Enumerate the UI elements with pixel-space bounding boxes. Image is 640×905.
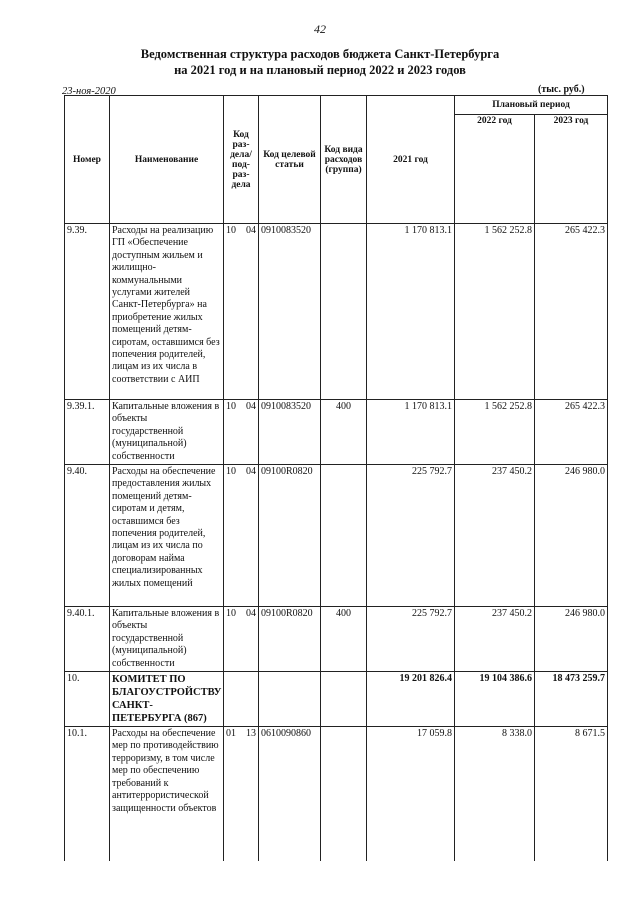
table-row [65, 672, 608, 727]
row-section-code [224, 224, 259, 400]
header-section-code: Код раз-дела/ под-раз-дела [224, 96, 259, 224]
document-title [0, 46, 640, 78]
row-amount-2021: 17 059.8 [367, 727, 455, 862]
row-number: 9.40.1. [65, 607, 110, 672]
row-name: Расходы на обеспечение предоставления жилых помещений детям-сиротам и детям, оставшимся без попечения родителей, лицам из их числа по договорам найма специализированных жилых помещений [110, 465, 224, 607]
row-amount-2021: 225 792.7 [367, 465, 455, 607]
row-number: 10.1. [65, 727, 110, 862]
subsection-code: 04 [246, 401, 256, 412]
row-amount-2023: 8 671.5 [535, 727, 608, 862]
row-number: 9.39.1. [65, 400, 110, 465]
subsection-code: 13 [246, 728, 256, 740]
row-target-code: 09100R0820 [259, 607, 321, 672]
row-expense-kind [321, 465, 367, 607]
section-code: 01 [226, 728, 236, 740]
row-target-code: 0610090860 [259, 727, 321, 862]
section-code: 10 [226, 466, 236, 478]
document-date: 23-ноя-2020 [62, 86, 116, 97]
header-year-2021: 2021 год [367, 96, 455, 224]
row-number: 9.39. [65, 224, 110, 400]
row-section-code [224, 672, 259, 727]
title-line-2: на 2021 год и на плановый период 2022 и 2023 годов [174, 63, 466, 77]
table-row [65, 727, 608, 862]
row-amount-2021: 225 792.7 [367, 607, 455, 672]
row-target-code: 0910083520 [259, 400, 321, 465]
row-amount-2023: 265 422.3 [535, 400, 608, 465]
row-target-code: 09100R0820 [259, 465, 321, 607]
header-number: Номер [65, 96, 110, 224]
row-amount-2022: 1 562 252.8 [455, 224, 535, 400]
table-row [65, 607, 608, 672]
row-amount-2023: 265 422.3 [535, 224, 608, 400]
header-planned-period: Плановый период [455, 96, 608, 115]
row-amount-2022: 19 104 386.6 [455, 672, 535, 727]
row-section-code [224, 465, 259, 607]
subsection-code: 04 [246, 608, 256, 620]
row-name: Капитальные вложения в объекты государственной (муниципальной) собственности [110, 607, 224, 672]
row-amount-2023: 18 473 259.7 [535, 672, 608, 727]
row-name: Расходы на обеспечение мер по противодействию терроризму, в том числе мер по обеспечению требований к антитеррористической защищенности объектов [110, 727, 224, 862]
row-section-code [224, 727, 259, 862]
budget-table [64, 95, 608, 861]
row-target-code: 0910083520 [259, 224, 321, 400]
table-row [65, 224, 608, 400]
row-expense-kind [321, 224, 367, 400]
row-amount-2022: 237 450.2 [455, 607, 535, 672]
row-amount-2022: 237 450.2 [455, 465, 535, 607]
section-code: 10 [226, 401, 236, 412]
row-expense-kind: 400 [321, 400, 367, 465]
row-amount-2021: 1 170 813.1 [367, 400, 455, 465]
subsection-code: 04 [246, 466, 256, 478]
row-name: Капитальные вложения в объекты государственной (муниципальной) собственности [110, 400, 224, 465]
header-year-2023: 2023 год [535, 115, 608, 224]
section-code: 10 [226, 225, 236, 236]
header-expense-kind: Код вида расходов (группа) [321, 96, 367, 224]
row-expense-kind [321, 727, 367, 862]
header-year-2022: 2022 год [455, 115, 535, 224]
subsection-code: 04 [246, 225, 256, 236]
row-expense-kind [321, 672, 367, 727]
row-section-code [224, 607, 259, 672]
row-name: Расходы на реализацию ГП «Обеспечение доступным жильем и жилищно-коммунальными услугами жителей Санкт-Петербурга» на приобретение жилых помещений детям-сиротам, оставшимся без попечения родителей, лицам из их числа в соответствии с АИП [110, 224, 224, 400]
section-code: 10 [226, 608, 236, 620]
page-number: 42 [314, 22, 326, 36]
row-amount-2022: 8 338.0 [455, 727, 535, 862]
row-amount-2021: 19 201 826.4 [367, 672, 455, 727]
row-number: 9.40. [65, 465, 110, 607]
row-amount-2023: 246 980.0 [535, 607, 608, 672]
row-target-code [259, 672, 321, 727]
row-expense-kind: 400 [321, 607, 367, 672]
row-section-code [224, 400, 259, 465]
header-target-code: Код целевой статьи [259, 96, 321, 224]
header-name: Наименование [110, 96, 224, 224]
row-number: 10. [65, 672, 110, 727]
units-label: (тыс. руб.) [538, 84, 585, 95]
row-name: КОМИТЕТ ПО БЛАГОУСТРОЙСТВУ САНКТ-ПЕТЕРБУРГА (867) [110, 672, 224, 727]
table-row [65, 465, 608, 607]
row-amount-2022: 1 562 252.8 [455, 400, 535, 465]
row-amount-2021: 1 170 813.1 [367, 224, 455, 400]
title-line-1: Ведомственная структура расходов бюджета Санкт-Петербурга [140, 47, 500, 61]
table-row [65, 400, 608, 465]
row-amount-2023: 246 980.0 [535, 465, 608, 607]
